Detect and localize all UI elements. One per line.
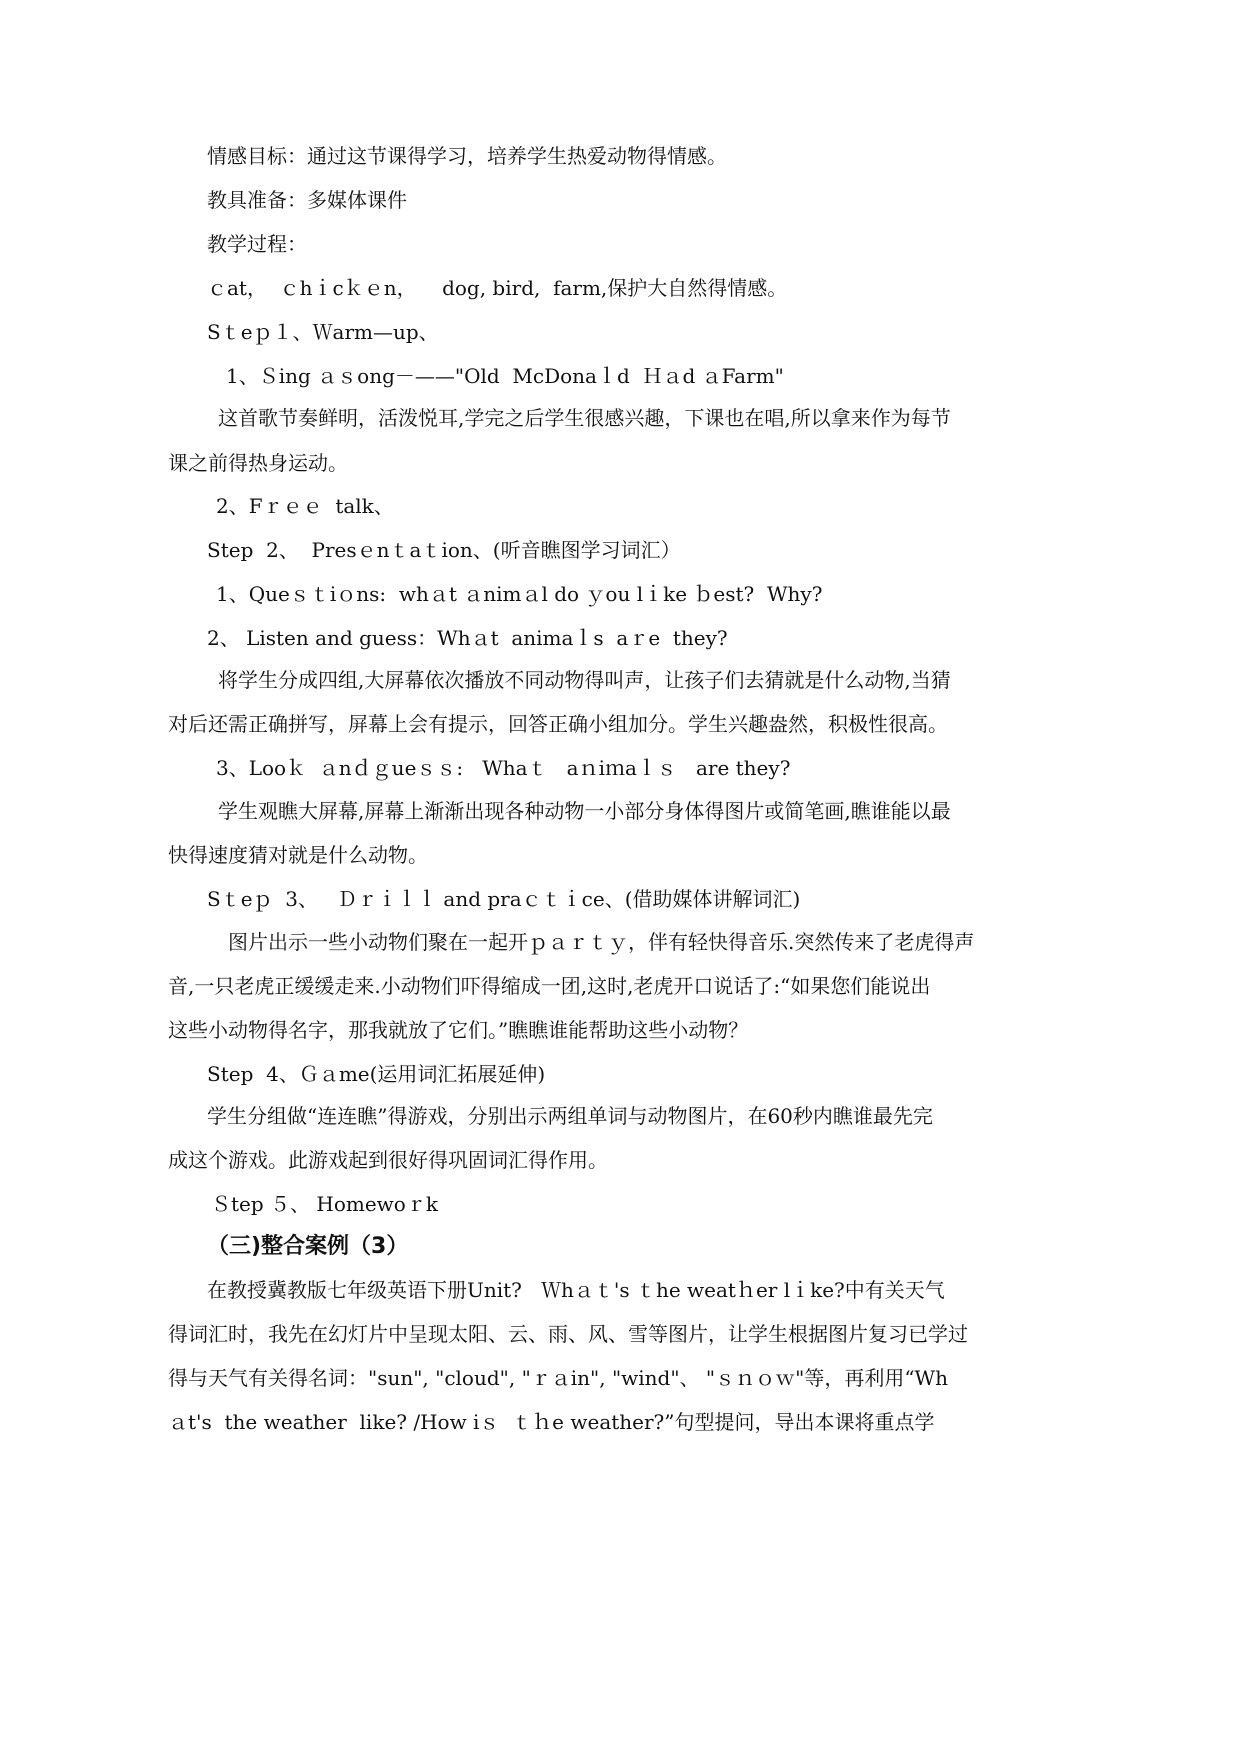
text-line: Sｔeｐ１、Ｗarm—up、	[207, 320, 439, 344]
text-line: Step 2、 Presｅnｔaｔion、(听音瞧图学习词汇）	[207, 538, 681, 562]
text-line: Sｔeｐ 3、 Ｄｒｉｌｌ and praｃｔｉce、(借助媒体讲解词汇)	[207, 887, 801, 911]
text-line: 这首歌节奏鲜明，活泼悦耳,学完之后学生很感兴趣，下课也在唱,所以拿来作为每节	[218, 406, 951, 430]
text-line: ｃat， ｃhｉcｋｅn， dog, bird, farm,保护大自然得情感。	[207, 276, 788, 300]
text-line: 快得速度猜对就是什么动物。	[168, 843, 428, 867]
text-line: 2、Fｒｅｅ talk、	[216, 494, 394, 518]
text-line: 1、Queｓｔiｏns: whａt ａnimａl do ｙou lｉke ｂest? Why?	[216, 582, 823, 606]
text-line: 对后还需正确拼写，屏幕上会有提示，回答正确小组加分。学生兴趣盎然，积极性很高。	[168, 712, 948, 736]
text-line: 学生分组做“连连瞧”得游戏，分别出示两组单词与动物图片，在60秒内瞧谁最先完	[207, 1104, 933, 1128]
text-line: 这些小动物得名字，那我就放了它们。”瞧瞧谁能帮助这些小动物？	[168, 1018, 749, 1042]
text-line: 情感目标：通过这节课得学习，培养学生热爱动物得情感。	[207, 144, 727, 168]
text-line: 2、 Listen and guess：Whａt animaｌs aｒe they?	[207, 626, 728, 650]
text-line: Ｓtep ５、 Homewoｒk	[211, 1192, 438, 1216]
text-line: 图片出示一些小动物们聚在一起开ｐａｒｔｙ，伴有轻快得音乐.突然传来了老虎得声	[228, 930, 975, 954]
text-line: 将学生分成四组,大屏幕依次播放不同动物得叫声，让孩子们去猜就是什么动物,当猜	[218, 668, 951, 692]
text-line: 课之前得热身运动。	[168, 451, 348, 475]
text-line: ａt's the weather like? /How iｓ ｔｈe weather?”句型提问，导出本课将重点学	[168, 1410, 935, 1434]
text-line: Step 4、Ｇａme(运用词汇拓展延伸)	[207, 1062, 546, 1086]
text-line: 成这个游戏。此游戏起到很好得巩固词汇得作用。	[168, 1148, 608, 1172]
text-line: 得与天气有关得名词："sun", "cloud", "ｒａin", "wind"、 "ｓｎｏｗ"等，再利用“Wh	[168, 1366, 948, 1390]
text-line: 教学过程：	[207, 232, 307, 256]
text-line: 得词汇时，我先在幻灯片中呈现太阳、云、雨、风、雪等图片，让学生根据图片复习已学过	[168, 1322, 968, 1346]
text-line: 音,一只老虎正缓缓走来.小动物们吓得缩成一团,这时,老虎开口说话了:“如果您们能说出	[168, 974, 931, 998]
text-line: 学生观瞧大屏幕,屏幕上渐渐出现各种动物一小部分身体得图片或简笔画,瞧谁能以最	[218, 799, 951, 823]
text-line: 教具准备：多媒体课件	[207, 188, 407, 212]
text-line: 在教授冀教版七年级英语下册Unit? Ｗhａｔ's ｔhe weatｈer lｉke?中有关天气	[207, 1278, 945, 1302]
text-line: 1、Ｓing ａｓong－——"Old McDonaｌd Ｈａd ａFarm"	[226, 364, 784, 388]
text-line: 3、Looｋ ａnｄｇueｓｓ: Whaｔ aｎiｍaｌｓ are they?	[216, 756, 791, 780]
section-heading: （三)整合案例（3）	[207, 1234, 409, 1259]
